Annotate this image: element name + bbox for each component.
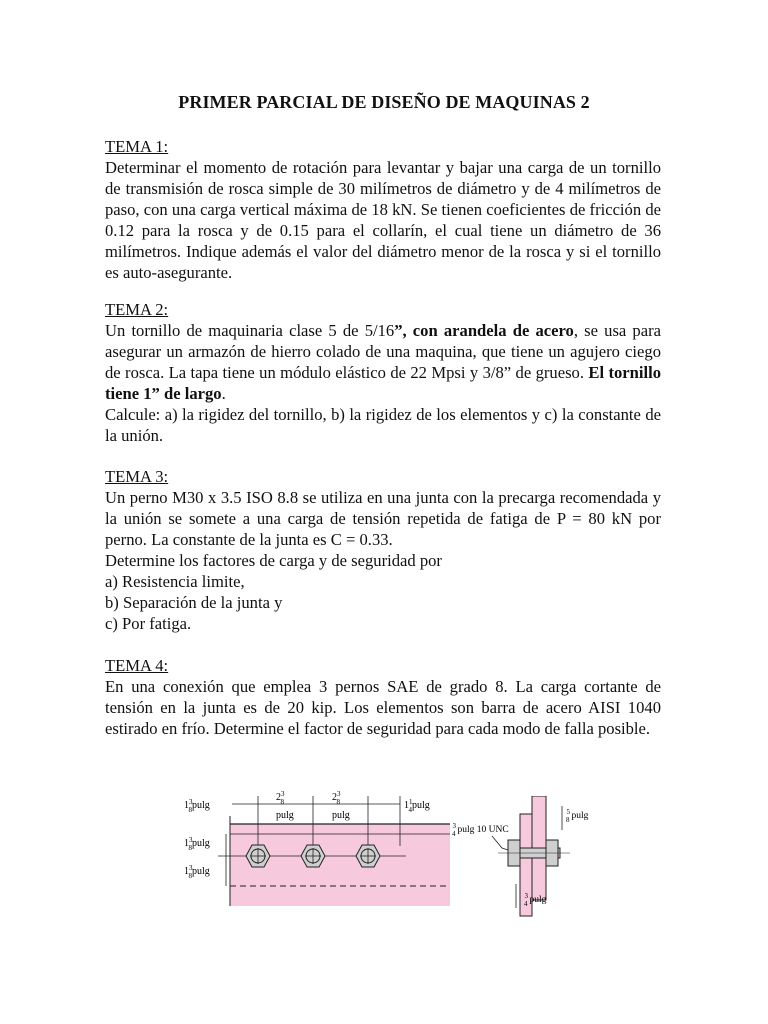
tema2-text-bold-washer: ”, con arandela de acero — [394, 321, 574, 340]
tema2-text-bold-length: El tornillo tiene 1” de largo — [105, 363, 661, 403]
spec-leader-line — [492, 836, 508, 850]
tema4-section — [105, 655, 661, 739]
tema3-line1: Determine los factores de carga y de seguridad por — [105, 551, 442, 570]
tema2-text-e: . — [221, 384, 226, 403]
tema4-text: En una conexión que emplea 3 pernos SAE de grado 8. La carga cortante de tensión en la junta es de 20 kip. Los elementos son barra de acero AISI 1040 estirado en frío. Determine el factor de seguridad para cada modo de falla posible. — [105, 677, 661, 738]
upper-thickness-label: $^5$ 8 pulg — [566, 808, 589, 824]
tema4-heading: TEMA 4: — [105, 656, 169, 675]
dim-label-row-2: $1^3$ 8pulg — [184, 864, 210, 880]
tema3-line3: b) Separación de la junta y — [105, 593, 283, 612]
tema3-heading: TEMA 3: — [105, 467, 169, 486]
tema1-text: Determinar el momento de rotación para levantar y bajar una carga de un tornillo de transmisión de rosca simple de 30 milímetros de diámetro y de 4 milímetros de paso, con una carga vertical máxima de 18 kN. Se tienen coeficientes de fricción de 0.12 para la rosca y de 0.15 para el collarín, el cual tiene un diámetro de 36 milímetros. Indique además el valor del diámetro menor de la rosca y si el tornillo es auto-asegurante. — [105, 158, 661, 282]
bolt-joint-plan-figure — [178, 786, 450, 910]
tema2-text — [105, 320, 661, 404]
tema2-calc: Calcule: a) la rigidez del tornillo, b) la rigidez de los elementos y c) la constante de la unión. — [105, 405, 661, 445]
tema2-text-c: , se usa para asegurar un armazón de hierro colado de una maquina, que tiene un agujero ciego de rosca. La tapa tiene un módulo elástico de 22 Mpsi y 3/8” de grueso. — [105, 321, 661, 382]
dim-label-pitch-1: $2^3$ 8 — [276, 790, 285, 806]
dim-label-edge-left: $1^3$ 8pulg — [184, 798, 210, 814]
dim-label-pitch-2: $2^3$ 8 — [332, 790, 341, 806]
tema2-section — [105, 299, 661, 446]
tema3-line2: a) Resistencia limite, — [105, 572, 245, 591]
lower-thickness-label: $^3$ 4 pulg — [524, 892, 547, 908]
tema3-line4: c) Por fatiga. — [105, 614, 192, 633]
bolt-spec-label: $^3$ 4 pulg 10 UNC — [452, 822, 509, 838]
tema1-heading: TEMA 1: — [105, 137, 169, 156]
bolt-joint-section-figure — [450, 796, 590, 920]
tema2-text-a: Un tornillo de maquinaria clase 5 de 5/16 — [105, 321, 395, 340]
dim-label-pitch-2-unit: pulg — [332, 810, 350, 821]
dim-label-pitch-1-unit: pulg — [276, 810, 294, 821]
tema1-section — [105, 136, 661, 283]
tema3-section — [105, 466, 661, 634]
tema3-text: Un perno M30 x 3.5 ISO 8.8 se utiliza en una junta con la precarga recomendada y la unión se somete a una carga de tensión repetida de fatiga de P = 80 kN por perno. La constante de la junta es C = 0.33. — [105, 488, 661, 549]
page-title: PRIMER PARCIAL DE DISEÑO DE MAQUINAS 2 — [178, 92, 590, 112]
tema2-heading: TEMA 2: — [105, 300, 169, 319]
dim-label-row-1: $1^3$ 8pulg — [184, 836, 210, 852]
dim-label-edge-right: $1^1$ 4pulg — [404, 798, 430, 814]
